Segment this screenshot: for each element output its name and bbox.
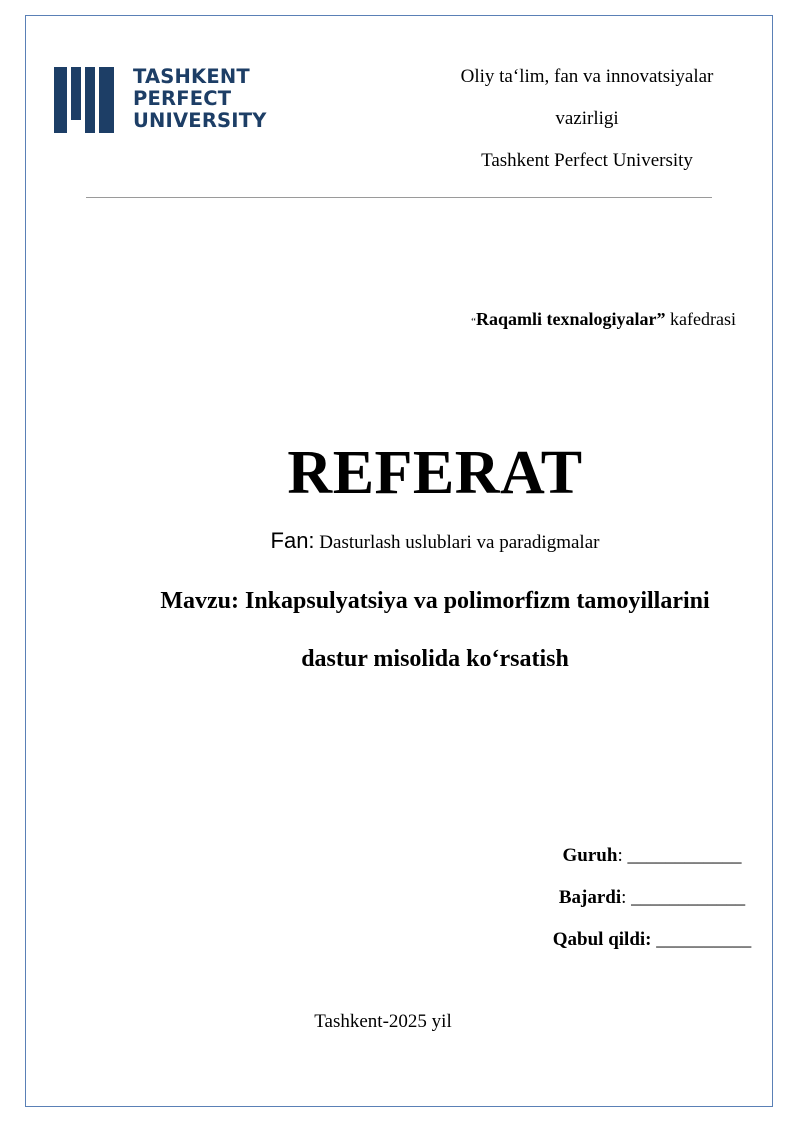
topic-block xyxy=(100,572,770,688)
done-label: Bajardi xyxy=(558,887,622,908)
department-open-quote: “ xyxy=(471,316,477,328)
footer-city-year: Tashkent-2025 yil xyxy=(314,1011,452,1032)
logo-line-3: UNIVERSITY xyxy=(133,109,267,132)
accepted-field xyxy=(400,929,800,951)
logo-line-1: TASHKENT xyxy=(133,65,250,88)
accepted-value: __________ xyxy=(651,929,752,950)
group-value: : ____________ xyxy=(617,845,742,866)
logo-bars-icon xyxy=(54,67,114,133)
ministry-line-2: vazirligi xyxy=(555,108,619,129)
topic-line-1: Mavzu: Inkapsulyatsiya va polimorfizm tamoyillarini xyxy=(160,588,710,614)
header-block xyxy=(420,56,754,182)
ministry-line-1: Oliy ta‘lim, fan va innovatsiyalar xyxy=(460,66,714,87)
logo-wordmark xyxy=(133,66,267,132)
subject-value: Dasturlash uslublari va paradigmalar xyxy=(314,532,600,553)
header-divider xyxy=(86,197,712,198)
accepted-label: Qabul qildi: xyxy=(552,929,652,950)
university-logo xyxy=(54,67,284,135)
subject-label: Fan: xyxy=(270,528,315,553)
department-line xyxy=(471,309,736,330)
document-title: REFERAT xyxy=(287,439,583,507)
done-value: : ____________ xyxy=(621,887,746,908)
university-name: Tashkent Perfect University xyxy=(481,150,693,171)
subject-line xyxy=(0,528,800,554)
group-field xyxy=(400,845,800,867)
done-field xyxy=(400,887,800,909)
logo-line-2: PERFECT xyxy=(133,87,232,110)
group-label: Guruh xyxy=(562,845,618,866)
department-name: Raqamli texnalogiyalar” xyxy=(476,309,666,329)
topic-line-2: dastur misolida ko‘rsatish xyxy=(301,646,569,672)
department-suffix: kafedrasi xyxy=(665,309,736,329)
